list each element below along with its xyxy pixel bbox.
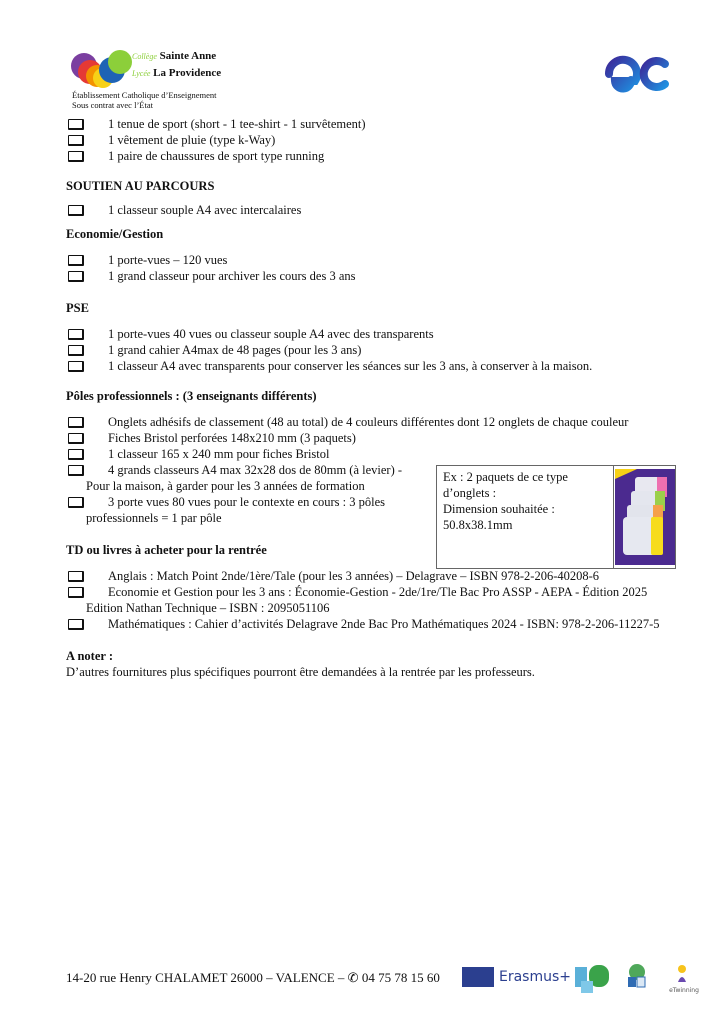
checklist-item: Anglais : Match Point 2nde/1ère/Tale (pour les 3 années) – Delagrave – ISBN 978-2-206-40208-6 [66,568,686,584]
checklist-item: 1 classeur souple A4 avec intercalaires [66,202,686,218]
checklist-item: 3 porte vues 80 vues pour le contexte en cours : 3 pôles professionnels = 1 par pôle [66,494,411,526]
checklist-item: 4 grands classeurs A4 max 32x28 dos de 80mm (à levier) - Pour la maison, à garder pour les 3 années de formation [66,462,411,494]
checkbox-icon[interactable] [68,345,84,356]
checklist-item: 1 vêtement de pluie (type k-Way) [66,132,686,148]
checklist-item: Economie et Gestion pour les 3 ans : Économie-Gestion - 2de/1re/Tle Bac Pro ASSP - AEPA - Édition 2025 Edition Nathan Technique – ISBN : 2095051106 [66,584,686,616]
note-heading: A noter : [66,649,113,663]
checkbox-icon[interactable] [68,497,84,508]
checklist-item: 1 grand classeur pour archiver les cours des 3 ans [66,268,686,284]
etwinning-figure-icon [666,964,702,982]
checklist-item: 1 porte-vues – 120 vues [66,252,686,268]
erasmus-logo: Erasmus+ [499,969,572,985]
logo-subtitle: Établissement Catholique d’Enseignement [72,90,217,100]
section-heading-poles: Pôles professionnels : (3 enseignants différents) [66,389,317,403]
eu-flag-icon [462,967,494,987]
checkbox-icon[interactable] [68,135,84,146]
checkbox-icon[interactable] [68,271,84,282]
checkbox-icon[interactable] [68,151,84,162]
eco-ecole-logo-icon [625,963,649,993]
logo-contract: Sous contrat avec l’État [72,100,153,110]
note-text: D’autres fournitures plus spécifiques pourront être demandées à la rentrée par les professeurs. [66,665,535,679]
checkbox-icon[interactable] [68,119,84,130]
section-heading-economie: Economie/Gestion [66,227,164,241]
e3d-logo-icon [573,963,613,995]
checkbox-icon[interactable] [68,205,84,216]
checklist-item: 1 porte-vues 40 vues ou classeur souple A4 avec des transparents [66,326,686,342]
checklist-item: 1 grand cahier A4max de 48 pages (pour les 3 ans) [66,342,686,358]
checkbox-icon[interactable] [68,465,84,476]
checkbox-icon[interactable] [68,571,84,582]
logo-line-college: Collège Sainte Anne [132,50,217,62]
phone-icon: ✆ [347,970,359,985]
checkbox-icon[interactable] [68,619,84,630]
checklist-item: Onglets adhésifs de classement (48 au total) de 4 couleurs différentes dont 12 onglets de chaque couleur [66,414,686,430]
phone-number[interactable]: 04 75 78 15 60 [361,970,440,985]
checkbox-icon[interactable] [68,587,84,598]
ec-logo-icon [605,54,671,94]
logo-line-lycee: Lycée La Providence [132,67,222,79]
sticky-tabs-icon [615,469,675,565]
checkbox-icon[interactable] [68,255,84,266]
section-heading-livres: TD ou livres à acheter pour la rentrée [66,543,267,557]
etwinning-logo: eTwinning [666,964,702,992]
checklist-item: 1 tenue de sport (short - 1 tee-shirt - 1 survêtement) [66,116,686,132]
checklist-item: 1 classeur 165 x 240 mm pour fiches Bristol [66,446,411,462]
checklist-item: 1 paire de chaussures de sport type running [66,148,686,164]
school-logo [70,48,250,110]
checkbox-icon[interactable] [68,329,84,340]
checkbox-icon[interactable] [68,449,84,460]
checkbox-icon[interactable] [68,361,84,372]
document-body [66,116,686,680]
checkbox-icon[interactable] [68,433,84,444]
section-heading-pse: PSE [66,301,89,315]
section-heading-soutien: SOUTIEN AU PARCOURS [66,179,215,193]
example-text: Ex : 2 paquets de ce type d’onglets : Dimension souhaitée : 50.8x38.1mm [437,466,614,568]
example-box [436,465,676,569]
footer-address: 14-20 rue Henry CHALAMET 26000 – VALENCE – ✆ 04 75 78 15 60 [66,970,440,985]
tab-pack-image [614,466,675,568]
checklist-item: 1 classeur A4 avec transparents pour conserver les séances sur les 3 ans, à conserver à la maison. [66,358,686,374]
checklist-item: Mathématiques : Cahier d’activités Delagrave 2nde Bac Pro Mathématiques 2024 - ISBN: 978-2-206-11227-5 [66,616,686,632]
logo-circles-icon [70,48,132,88]
checklist-item: Fiches Bristol perforées 148x210 mm (3 paquets) [66,430,411,446]
checkbox-icon[interactable] [68,417,84,428]
